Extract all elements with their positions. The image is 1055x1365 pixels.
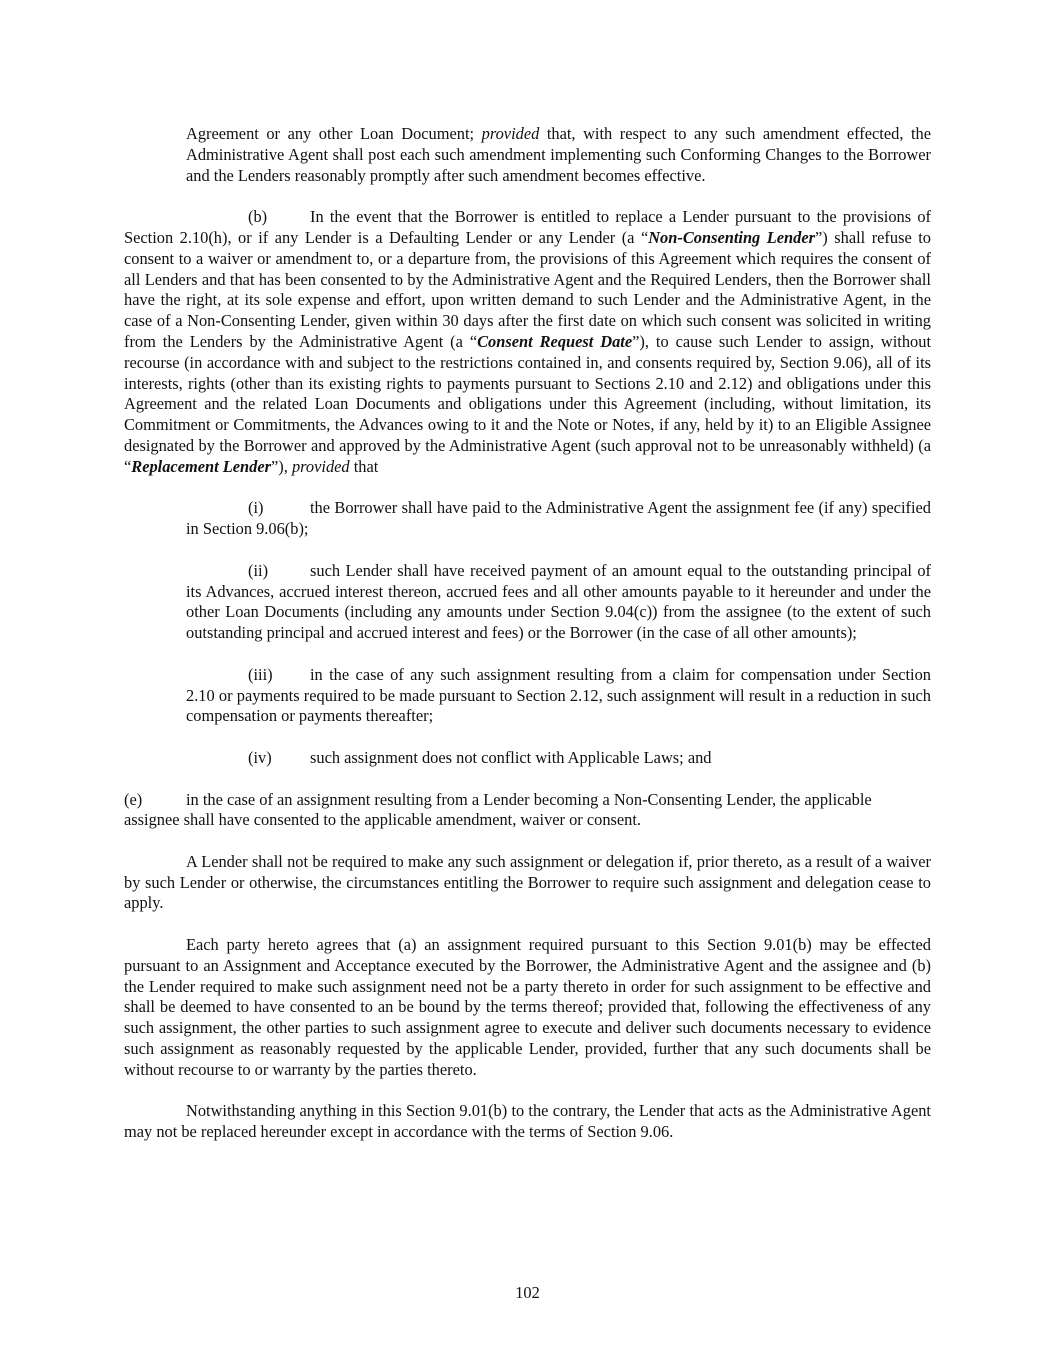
body-paragraph: Each party hereto agrees that (a) an assignment required pursuant to this Section 9.01(b) may be effected pursuant to an Assignment and Acceptance executed by the Borrower, the Administrative Agent and the assignee and (b) the Lender required to make such assignment need not be a party thereto in order for such assignment to be effective and shall be deemed to have consented to an be bound by the terms thereof; provided that, following the effectiveness of any such assignment, the other parties to such assignment agree to execute and deliver such documents necessary to evidence such assignment as reasonably requested by the applicable Lender, provided, further that any such documents shall be without recourse to or warranty by the parties thereto. [124,935,931,1079]
list-item-label: (ii) [248,560,269,580]
list-item-i: (i) the Borrower shall have paid to the Administrative Agent the assignment fee (if any) specified in Section 9.06(b); [186,498,931,539]
provided-term: provided [481,124,540,143]
body-paragraph: A Lender shall not be required to make any such assignment or delegation if, prior thereto, as a result of a waiver by such Lender or otherwise, the circumstances entitling the Borrower to require such assignment and delegation cease to apply. [124,851,931,913]
list-item-label: (e) [124,789,143,809]
list-item-iii: (iii) in the case of any such assignment resulting from a claim for compensation under Section 2.10 or payments required to be made pursuant to Section 2.12, such assignment will result in a reduction in such compensation or payments thereafter; [186,664,931,726]
list-item-iv: (iv) such assignment does not conflict with Applicable Laws; and [248,747,712,767]
provided-term: provided [291,456,350,476]
defined-term-consent-request-date: Consent Request Date [477,331,633,351]
section-b-label: (b) [248,207,268,227]
document-page [124,124,931,1164]
defined-term-replacement-lender: Replacement Lender [131,456,272,476]
section-b-paragraph: (b) In the event that the Borrower is entitled to replace a Lender pursuant to the provisions of Section 2.10(h), or if any Lender is a Defaulting Lender or any Lender (a “Non-Consenting Lender”) shall refuse to consent to a waiver or amendment to, or a departure from, the provisions of this Agreement which requires the consent of all Lenders and that has been consented to by the Administrative Agent and the Required Lenders, then the Borrower shall have the right, at its sole expense and effort, upon written demand to such Lender and the Administrative Agent, in the case of a Non-Consenting Lender, given within 30 days after the first date on which such consent was solicited in writing from the Lenders by the Administrative Agent (a “Consent Request Date”), to cause such Lender to assign, without recourse (in accordance with and subject to the restrictions contained in, and consents required by, Section 9.06), all of its interests, rights (other than its existing rights to payments pursuant to Sections 2.10 and 2.12) and obligations under this Agreement and the related Loan Documents and obligations under this Agreement (including, without limitation, its Commitment or Commitments, the Advances owing to it and the Note or Notes, if any, held by it) to an Eligible Assignee designated by the Borrower and approved by the Administrative Agent (such approval not to be unreasonably withheld) (a “Replacement Lender”), provided that [124,207,931,476]
intro-paragraph: Agreement or any other Loan Document; provided that, with respect to any such amendment effected, the Administrative Agent shall post each such amendment implementing such Conforming Changes to the Borrower and the Lenders reasonably promptly after such amendment becomes effective. [186,124,932,185]
defined-term-non-consenting-lender: Non-Consenting Lender [648,227,816,247]
list-item-label: (iv) [248,747,272,767]
list-item-ii: (ii) such Lender shall have received payment of an amount equal to the outstanding principal of its Advances, accrued interest thereon, accrued fees and all other amounts payable to it hereunder and under the other Loan Documents (including any amounts under Section 9.04(c)) from the assignee (to the extent of such outstanding principal and accrued interest and fees) or the Borrower (in the case of all other amounts); [186,560,931,643]
list-item-e: (e) in the case of an assignment resulting from a Lender becoming a Non-Consenting Lender, the applicable assignee shall have consented to the applicable amendment, waiver or consent. [124,789,872,830]
list-item-label: (i) [248,498,264,518]
page-number: 102 [515,1283,540,1302]
list-item-label: (iii) [248,664,273,684]
body-paragraph: Notwithstanding anything in this Section 9.01(b) to the contrary, the Lender that acts as the Administrative Agent may not be replaced hereunder except in accordance with the terms of Section 9.06. [124,1101,931,1142]
